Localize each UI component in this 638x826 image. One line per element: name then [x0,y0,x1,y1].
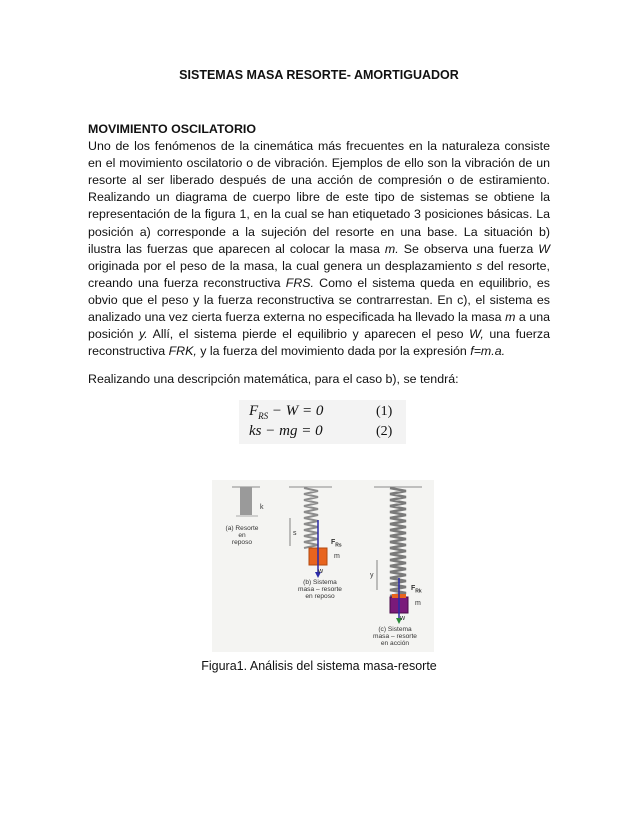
label-frk: $F_{Rk}$ [411,585,422,595]
var-w: W [538,241,550,256]
paragraph-1 [88,138,550,360]
p1-text-6: Como el sistema queda en equilibrio, es obvio que el peso y la fuerza reconstructiva se contrarrestan. En c), el sistema es analizado una vez cierta fuerza externa no especificada ha llevado la masa [88,275,550,325]
spring-b [304,488,318,548]
section-heading: MOVIMIENTO OSCILATORIO [88,122,256,136]
label-m-c: m [415,600,421,607]
spring-c [390,488,406,596]
label-frs: $F_{Rs}$ [331,539,342,549]
eq1-f: F [249,403,259,419]
p1-text-3: Se observa una fuerza [398,241,539,256]
var-frs: FRS. [285,275,314,290]
label-y: y [370,572,374,579]
var-s: s [476,258,483,273]
eq1-rest: − W = 0 [268,403,324,419]
eq2-text: ks − mg = 0 [249,423,323,439]
p1-text-9: una fuerza reconstructiva [88,327,551,359]
paragraph-2: Realizando una descripción matemática, para el caso b), se tendrá: [88,372,459,386]
label-s: s [293,530,297,537]
p1-text-5: del resorte, creando una fuerza reconstructiva [88,258,550,290]
equation-2 [249,423,323,440]
p1-text-1: Uno de los fenómenos de la cinemática más frecuentes en la naturaleza consiste en el movimiento oscilatorio o de vibración. Ejemplos de ello son la vibración de un resorte al ser liberado después de una acción de compresión o de estiramiento. [88,139,550,188]
p1-text-10: y la fuerza del movimiento dada por la expresión [196,344,471,359]
document-title: SISTEMAS MASA RESORTE- AMORTIGUADOR [179,68,459,82]
p1-text-4: originada por el peso de la masa, la cual genera un desplazamiento [88,258,477,273]
p1-text-7: a una posición [88,310,551,342]
equation-1 [249,403,323,421]
figure-mass-spring [212,480,434,652]
label-w-b: w [318,568,324,575]
var-w-2: W, [469,327,484,342]
var-fma: f=m.a. [470,344,506,359]
var-y: y. [139,327,148,342]
equations-block [239,400,406,444]
p1-text-2: Realizando un diagrama de cuerpo libre de este tipo de sistemas se obtiene la representación de la figura 1, en la cual se han etiquetado 3 posiciones básicas. La posición a) corresponde a la sujeción del resorte en una base. La situación b) ilustra las fuerzas que aparecen al colocar la masa [88,190,550,256]
var-m-2: m [505,310,516,325]
main-text [88,121,550,360]
figure-caption: Figura1. Análisis del sistema masa-resorte [201,659,437,673]
label-b: (b) Sistema masa – resorte en reposo [298,579,342,601]
spring-a [240,488,252,514]
equation-1-number: (1) [376,404,393,419]
label-a: (a) Resorte en reposo [225,525,259,547]
label-c: (c) Sistema masa – resorte en acción [373,626,417,648]
var-frk: FRK, [168,344,197,359]
eq1-subscript: RS [258,411,269,421]
label-w-c: w [400,615,406,622]
label-m-b: m [334,553,340,560]
p1-text-8: Allí, el sistema pierde el equilibrio y aparecen el peso [147,327,470,342]
var-m: m. [384,241,399,256]
equation-2-number: (2) [376,424,393,439]
label-k: k [260,504,264,511]
